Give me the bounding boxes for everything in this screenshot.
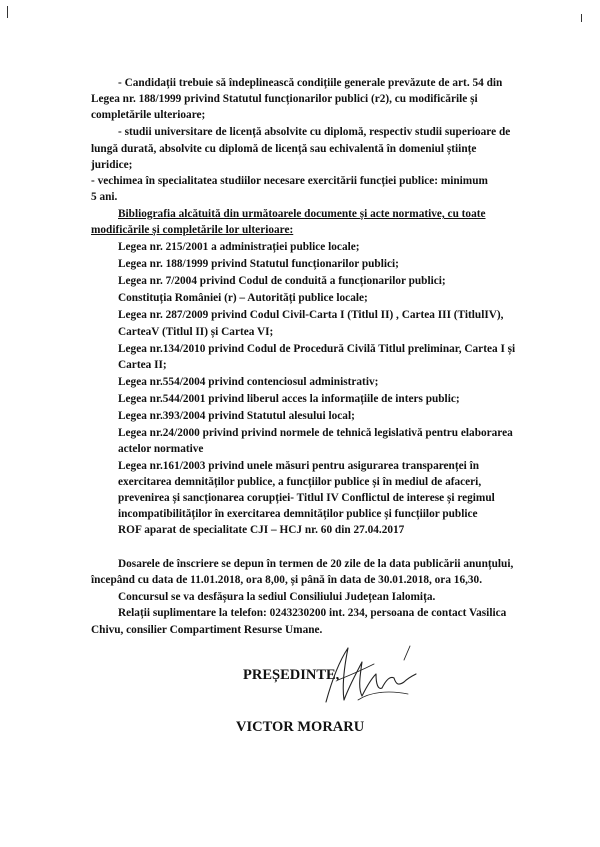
bibliography-item: Legea nr.393/2004 privind Statutul alesului local; — [118, 410, 355, 422]
bibliography-item: Legea nr.161/2003 privind unele măsuri pentru asigurarea transparenței în — [118, 460, 479, 472]
bibliography-item: CarteaV (Titlul II) și Cartea VI; — [118, 326, 274, 338]
bibliography-item: ROF aparat de specialitate CJI – HCJ nr. 60 din 27.04.2017 — [118, 524, 405, 536]
closing-line: Concursul se va desfășura la sediul Consiliului Județean Ialomița. — [118, 591, 436, 603]
requirement-line: completările ulterioare; — [91, 109, 206, 121]
requirement-line: Legea nr. 188/1999 privind Statutul funcționarilor publici (r2), cu modificările și — [91, 93, 478, 105]
bibliography-item: prevenirea și sancționarea corupției- Titlul IV Conflictul de interese și regimul — [118, 492, 495, 504]
requirement-line: - studii universitare de licență absolvite cu diplomă, respectiv studii superioare de — [118, 126, 511, 138]
bibliography-item: Legea nr. 7/2004 privind Codul de conduită a funcționarilor publici; — [118, 275, 446, 287]
bibliography-heading: Bibliografia alcătuită din următoarele documente și acte normative, cu toate — [118, 208, 486, 220]
requirement-line: - Candidații trebuie să îndeplinească condițiile generale prevăzute de art. 54 din — [118, 77, 503, 89]
closing-line: Chivu, consilier Compartiment Resurse Umane. — [91, 624, 323, 636]
bibliography-item: Legea nr. 287/2009 privind Codul Civil-Carta I (Titlul II) , Cartea III (TitlulIV), — [118, 309, 504, 321]
requirement-line: 5 ani. — [91, 191, 118, 203]
closing-line: Relații suplimentare la telefon: 0243230200 int. 234, persoana de contact Vasilica — [118, 607, 507, 619]
bibliography-item: exercitarea demnităților publice, a funcțiilor publice și în mediul de afaceri, — [118, 476, 482, 488]
requirement-line: - vechimea în specialitatea studiilor necesare exercitării funcției publice: minimum — [91, 175, 488, 187]
bibliography-heading: modificările și completările lor ulterioare: — [91, 224, 294, 236]
bibliography-item: actelor normative — [118, 443, 204, 455]
requirement-line: juridice; — [91, 159, 133, 171]
bibliography-item: incompatibilităților în exercitarea demnităților publice și funcțiilor publice — [118, 508, 478, 520]
signatory-name: VICTOR MORARU — [236, 719, 365, 735]
scan-mark — [581, 14, 582, 22]
closing-line: Dosarele de înscriere se depun în termen de 20 zile de la data publicării anunțului, — [118, 558, 514, 570]
handwritten-signature — [318, 640, 428, 710]
bibliography-item: Legea nr.554/2004 privind contenciosul administrativ; — [118, 376, 379, 388]
signatory-title: PREȘEDINTE, — [243, 667, 340, 683]
bibliography-item: Legea nr. 188/1999 privind Statutul funcționarilor publici; — [118, 258, 399, 270]
bibliography-item: Legea nr. 215/2001 a administrației publice locale; — [118, 241, 360, 253]
scan-mark — [7, 6, 8, 18]
closing-line: începând cu data de 11.01.2018, ora 8,00, și până în data de 30.01.2018, ora 16,30. — [91, 574, 483, 586]
bibliography-item: Legea nr.544/2001 privind liberul acces la informațiile de inters public; — [118, 393, 460, 405]
requirement-line: lungă durată, absolvite cu diplomă de licență sau echivalentă în domeniul științe — [91, 143, 477, 155]
bibliography-item: Legea nr.24/2000 privind privind normele de tehnică legislativă pentru elaborarea — [118, 427, 513, 439]
bibliography-item: Cartea II; — [118, 359, 167, 371]
bibliography-item: Legea nr.134/2010 privind Codul de Procedură Civilă Titlul preliminar, Cartea I și — [118, 343, 516, 355]
bibliography-item: Constituția României (r) – Autorități publice locale; — [118, 292, 368, 304]
